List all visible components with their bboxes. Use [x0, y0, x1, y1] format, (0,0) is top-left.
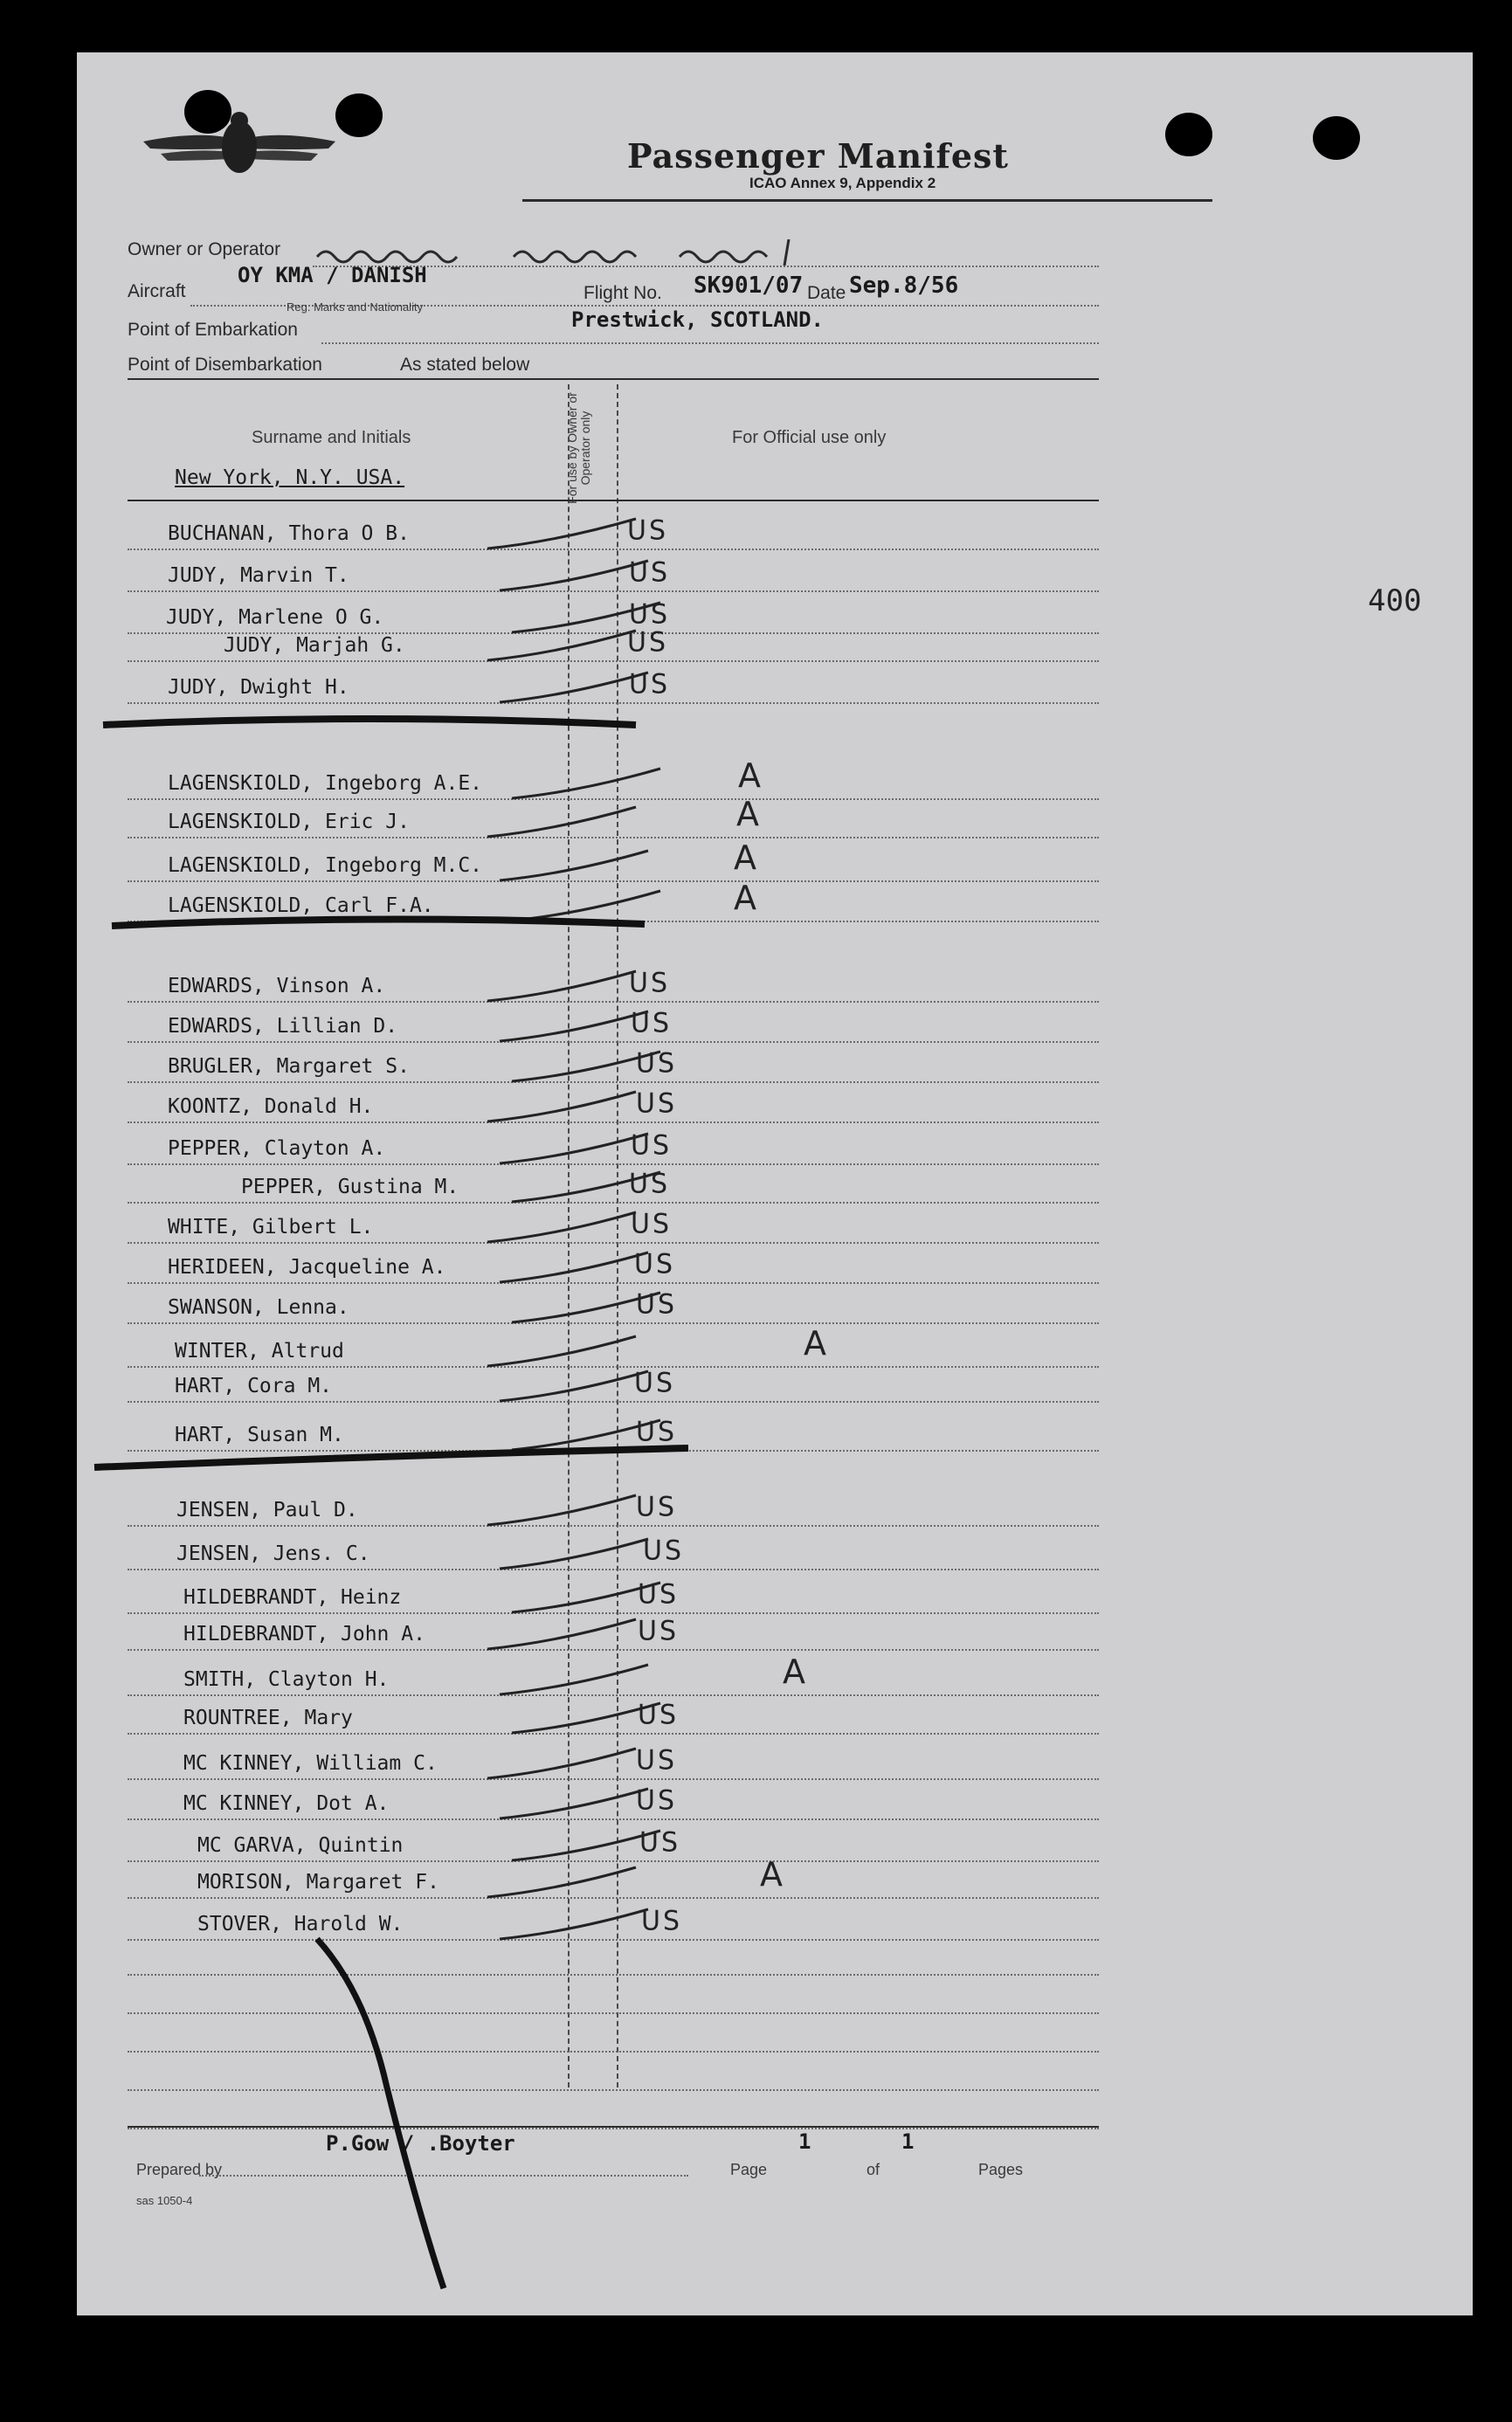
pages-label: Pages: [978, 2161, 1024, 2178]
us-mark: US: [631, 1129, 673, 1162]
passenger-row: WINTER, Altrud: [175, 1340, 344, 1363]
us-mark: US: [638, 1699, 680, 1731]
official-use-column-header: For Official use only: [732, 428, 887, 447]
owner-label: Owner or Operator: [128, 239, 281, 259]
passenger-row: LAGENSKIOLD, Ingeborg A.E.: [168, 772, 483, 795]
passenger-row: HART, Cora M.: [175, 1375, 333, 1397]
form-title: Passenger Manifest: [627, 136, 1009, 176]
passenger-row: MC GARVA, Quintin: [197, 1834, 404, 1857]
passenger-row: EDWARDS, Lillian D.: [168, 1015, 398, 1038]
aircraft-value: OY KMA / DANISH: [238, 263, 427, 287]
us-mark: US: [629, 668, 671, 700]
aircraft-label: Aircraft: [128, 281, 186, 301]
passenger-row: PEPPER, Clayton A.: [168, 1137, 386, 1160]
alien-mark: A: [783, 1653, 805, 1691]
passenger-row: JUDY, Marvin T.: [168, 564, 349, 587]
us-mark: US: [627, 626, 669, 659]
passenger-row: MC KINNEY, Dot A.: [183, 1792, 390, 1815]
us-mark: US: [641, 1905, 683, 1937]
passenger-row: MC KINNEY, William C.: [183, 1752, 438, 1775]
passenger-row: LAGENSKIOLD, Ingeborg M.C.: [168, 854, 483, 877]
us-mark: US: [636, 1784, 678, 1817]
us-mark: US: [636, 1416, 678, 1448]
flight-no-label: Flight No.: [583, 283, 662, 303]
date-value: Sep.8/56: [849, 273, 959, 299]
passenger-row: SMITH, Clayton H.: [183, 1668, 390, 1691]
of-label: of: [866, 2161, 880, 2178]
passenger-row: KOONTZ, Donald H.: [168, 1095, 374, 1118]
us-mark: US: [631, 1208, 673, 1240]
passenger-row: PEPPER, Gustina M.: [241, 1176, 459, 1198]
passenger-row: LAGENSKIOLD, Carl F.A.: [168, 894, 434, 917]
us-mark: US: [627, 514, 669, 547]
passenger-row: JENSEN, Paul D.: [176, 1499, 358, 1522]
us-mark: US: [636, 1047, 678, 1080]
disembarkation-label: Point of Disembarkation: [128, 355, 322, 375]
passenger-row: HERIDEEN, Jacqueline A.: [168, 1256, 446, 1279]
passenger-row: HILDEBRANDT, John A.: [183, 1623, 425, 1646]
alien-mark: A: [734, 838, 756, 877]
page-total-value: 1: [901, 2129, 915, 2154]
alien-mark: A: [760, 1855, 783, 1894]
surname-column-header: Surname and Initials: [252, 428, 411, 447]
passenger-row: ROUNTREE, Mary: [183, 1707, 353, 1729]
reg-marks-label: Reg. Marks and Nationality: [287, 300, 424, 314]
alien-mark: A: [734, 879, 756, 917]
passenger-row: SWANSON, Lenna.: [168, 1296, 349, 1319]
passenger-row: MORISON, Margaret F.: [197, 1871, 439, 1894]
embarkation-value: Prestwick, SCOTLAND.: [571, 307, 824, 332]
form-subtitle: ICAO Annex 9, Appendix 2: [749, 175, 936, 191]
embarkation-label: Point of Embarkation: [128, 320, 298, 340]
passenger-row: BRUGLER, Margaret S.: [168, 1055, 410, 1078]
prepared-by-label: Prepared by: [136, 2161, 223, 2178]
alien-mark: A: [736, 795, 759, 833]
passenger-row: JENSEN, Jens. C.: [176, 1542, 370, 1565]
date-label: Date: [807, 283, 846, 303]
flight-no-value: SK901/07: [694, 273, 804, 299]
us-mark: US: [629, 598, 671, 631]
us-mark: US: [643, 1535, 685, 1567]
passenger-row: HILDEBRANDT, Heinz: [183, 1586, 402, 1609]
as-stated-label: As stated below: [400, 355, 530, 375]
us-mark: US: [629, 1168, 671, 1200]
page-label: Page: [730, 2161, 768, 2178]
us-mark: US: [638, 1578, 680, 1611]
us-mark: US: [636, 1087, 678, 1120]
page-number-value: 1: [798, 2129, 811, 2154]
passenger-row: JUDY, Dwight H.: [168, 676, 349, 699]
side-number: 400: [1368, 583, 1422, 618]
manifest-sheet: [77, 52, 1473, 2315]
us-mark: US: [639, 1826, 681, 1859]
us-mark: US: [636, 1288, 678, 1321]
us-mark: US: [629, 556, 671, 589]
us-mark: US: [629, 967, 671, 999]
us-mark: US: [634, 1367, 676, 1399]
passenger-row: EDWARDS, Vinson A.: [168, 975, 386, 997]
passenger-row: JUDY, Marjah G.: [224, 634, 405, 657]
us-mark: US: [631, 1007, 673, 1039]
passenger-row: BUCHANAN, Thora O B.: [168, 522, 410, 545]
passenger-row: STOVER, Harold W.: [197, 1913, 404, 1936]
pen-stroke: [77, 52, 1473, 2315]
passenger-row: JUDY, Marlene O G.: [166, 606, 384, 629]
us-mark: US: [636, 1491, 678, 1523]
alien-mark: A: [804, 1324, 826, 1363]
owner-use-column-header: For use by Owner or Operator only: [565, 392, 592, 504]
passenger-row: HART, Susan M.: [175, 1424, 344, 1446]
us-mark: US: [636, 1744, 678, 1777]
prepared-by-value: P.Gow / .Boyter: [326, 2131, 515, 2156]
passenger-row: WHITE, Gilbert L.: [168, 1216, 374, 1239]
us-mark: US: [634, 1248, 676, 1280]
passenger-row: LAGENSKIOLD, Eric J.: [168, 811, 410, 833]
destination-line: New York, N.Y. USA.: [175, 466, 405, 489]
us-mark: US: [638, 1615, 680, 1647]
form-number: sas 1050-4: [136, 2194, 193, 2207]
alien-mark: A: [738, 756, 761, 795]
